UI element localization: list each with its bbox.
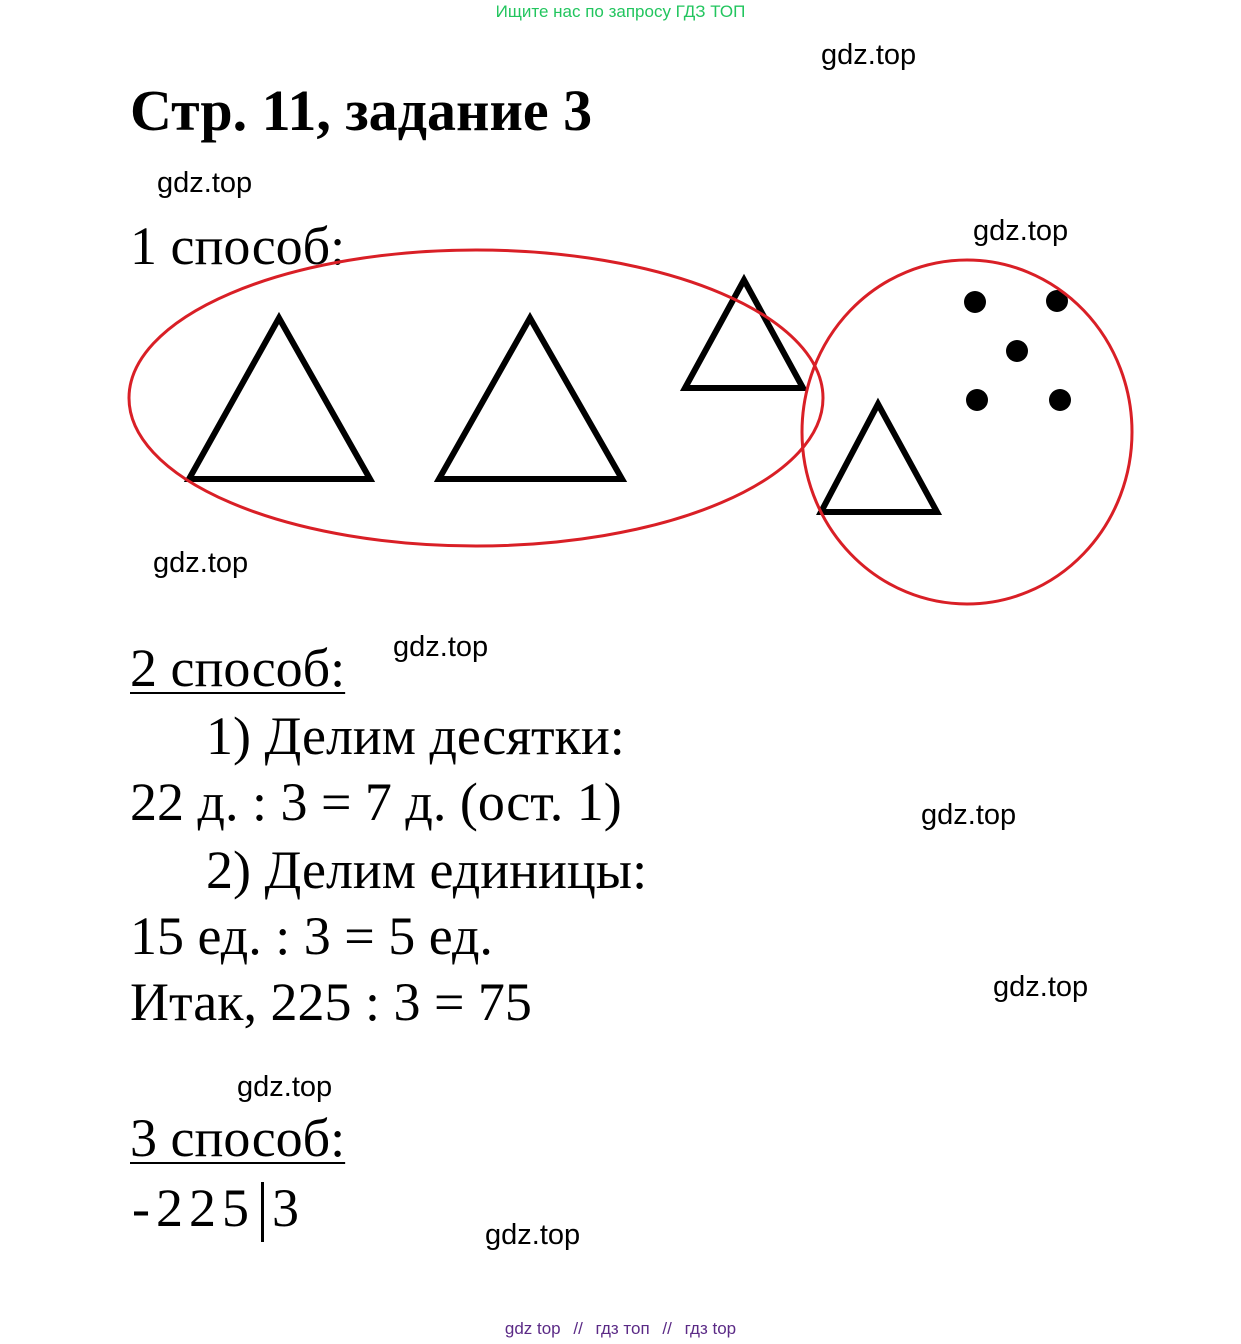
watermark: gdz.top (973, 215, 1069, 247)
grouping-figure (0, 0, 1241, 620)
method-2-result: Итак, 225 : 3 = 75 (130, 972, 532, 1032)
dot (1049, 389, 1071, 411)
long-division-bar (261, 1182, 264, 1242)
watermark: gdz.top (237, 1071, 333, 1103)
watermark: gdz.top (157, 167, 253, 199)
watermark: gdz.top (393, 631, 489, 663)
watermark: gdz.top (921, 799, 1017, 831)
top-banner: Ищите нас по запросу ГДЗ ТОП (495, 2, 746, 21)
method-2-calc-1: 22 д. : 3 = 7 д. (ост. 1) (130, 772, 622, 832)
method-1-label: 1 способ: (130, 216, 346, 276)
long-division-dividend: -225 (132, 1178, 255, 1238)
method-2-calc-2: 15 ед. : 3 = 5 ед. (130, 906, 493, 966)
long-division-divisor: 3 (272, 1178, 299, 1238)
group-ellipse-units (802, 260, 1132, 604)
triangle-2 (439, 318, 622, 479)
method-2-label: 2 способ: (130, 638, 346, 698)
watermark: gdz.top (993, 971, 1089, 1003)
footer-separator: // (573, 1319, 583, 1338)
page-title: Стр. 11, задание 3 (130, 78, 593, 143)
triangle-4 (821, 404, 937, 512)
watermark: gdz.top (153, 547, 249, 579)
triangle-1 (189, 318, 370, 479)
method-2-step-1: 1) Делим десятки: (206, 706, 625, 766)
watermark: gdz.top (821, 39, 917, 71)
dot (1006, 340, 1028, 362)
footer-link[interactable]: гдз топ (595, 1319, 650, 1338)
dot (966, 389, 988, 411)
method-3-label: 3 способ: (130, 1108, 346, 1168)
footer-links (0, 1318, 1241, 1340)
dot (964, 291, 986, 313)
watermark: gdz.top (485, 1219, 581, 1251)
triangle-3 (685, 280, 803, 388)
footer-link[interactable]: гдз top (684, 1319, 737, 1338)
method-2-step-2: 2) Делим единицы: (206, 840, 648, 900)
footer-link[interactable]: gdz top (504, 1319, 561, 1338)
footer-separator: // (662, 1319, 672, 1338)
